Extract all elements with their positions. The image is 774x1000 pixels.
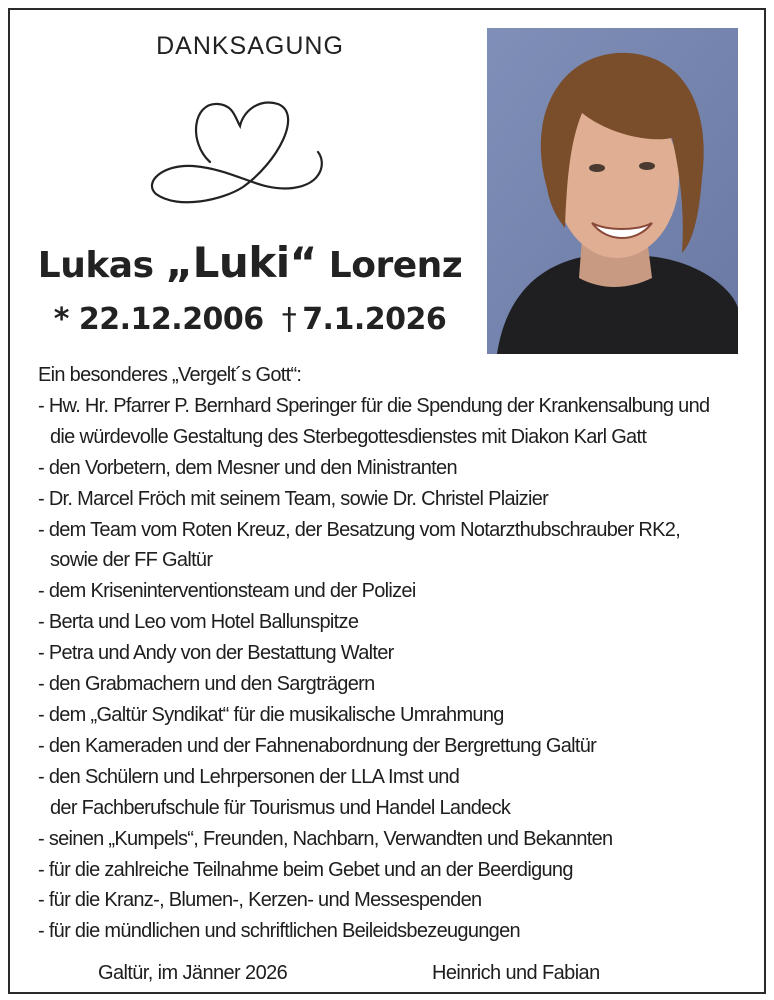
thanks-line: - Dr. Marcel Fröch mit seinem Team, sowie Dr. Christel Plaizier <box>38 487 549 510</box>
thanks-line: - dem Kriseninterventionsteam und der Polizei <box>38 580 416 603</box>
thanks-line: - für die zahlreiche Teilnahme beim Gebet und an der Beerdigung <box>38 858 573 881</box>
thanks-line: sowie der FF Galtür <box>50 549 213 572</box>
signature: Heinrich und Fabian <box>432 962 600 984</box>
life-dates <box>40 302 460 337</box>
last-name: Lorenz <box>328 245 463 286</box>
thanks-line: - Hw. Hr. Pfarrer P. Bernhard Speringer für die Spendung der Krankensalbung und <box>38 394 710 417</box>
acknowledgement-text <box>38 360 758 947</box>
thanks-line: - dem Team vom Roten Kreuz, der Besatzung vom Notarzthubschrauber RK2, <box>38 518 681 541</box>
thanks-line: - den Grabmachern und den Sargträgern <box>38 673 375 696</box>
first-name: Lukas <box>37 245 154 286</box>
birth-date: * 22.12.2006 <box>53 302 264 337</box>
thanks-line: - den Schülern und Lehrpersonen der LLA Imst und <box>38 765 460 788</box>
thanks-line: - Petra und Andy von der Bestattung Walter <box>38 642 394 665</box>
thanks-line: - Berta und Leo vom Hotel Ballunspitze <box>38 611 359 634</box>
thanks-line: - dem „Galtür Syndikat“ für die musikalische Umrahmung <box>38 703 504 726</box>
cross-icon: † <box>281 302 297 337</box>
portrait-photo <box>487 28 738 354</box>
thanks-line: - für die Kranz-, Blumen-, Kerzen- und Messespenden <box>38 889 482 912</box>
death-date: 7.1.2026 <box>302 302 447 337</box>
place-date: Galtür, im Jänner 2026 <box>98 962 288 984</box>
thanks-line: der Fachberufschule für Tourismus und Handel Landeck <box>50 796 511 819</box>
thanks-line: - den Vorbetern, dem Mesner und den Ministranten <box>38 456 457 479</box>
thanks-line: die würdevolle Gestaltung des Sterbegottesdienstes mit Diakon Karl Gatt <box>50 425 647 448</box>
intro-line: Ein besonderes „Vergelt´s Gott“: <box>38 364 302 386</box>
heart-infinity-icon <box>148 82 328 207</box>
thanks-line: - für die mündlichen und schriftlichen Beileidsbezeugungen <box>38 920 520 943</box>
heading: DANKSAGUNG <box>156 32 344 60</box>
thanks-line: - den Kameraden und der Fahnenabordnung der Bergrettung Galtür <box>38 734 597 757</box>
deceased-name <box>30 238 470 287</box>
nickname: „Luki“ <box>165 238 317 287</box>
thanks-line: - seinen „Kumpels“, Freunden, Nachbarn, Verwandten und Bekannten <box>38 827 613 850</box>
